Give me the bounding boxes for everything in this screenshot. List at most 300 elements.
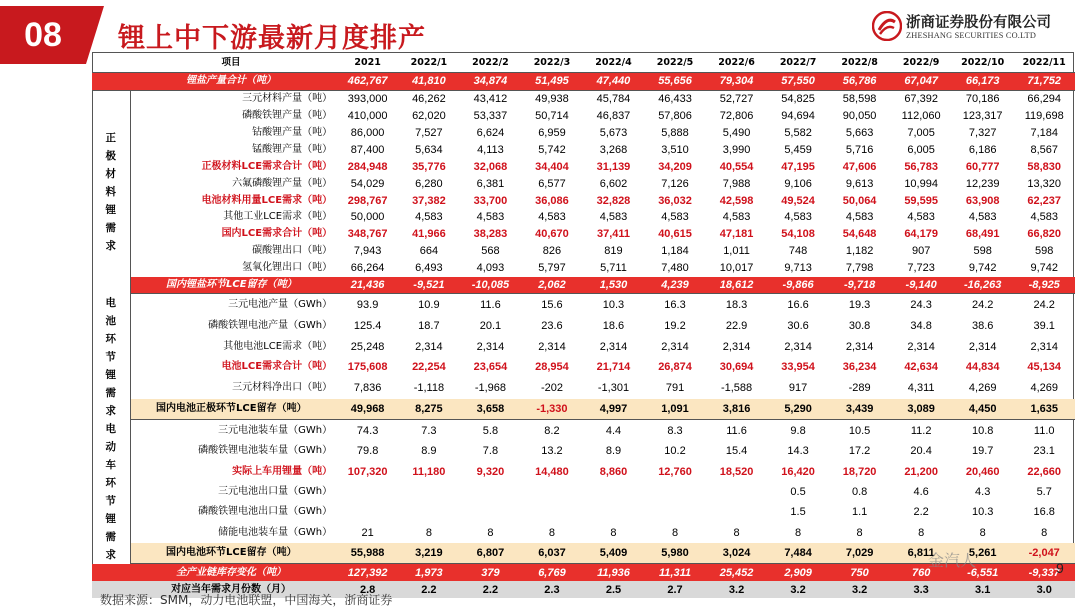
section-heading: 电池环节锂需求 xyxy=(92,294,130,420)
value-cell: 8 xyxy=(979,526,986,539)
header-cell: 2022/10 xyxy=(952,55,1014,72)
value-cell: 3,024 xyxy=(706,543,768,564)
value-cell: 52,727 xyxy=(719,93,754,106)
value-cell: 87,400 xyxy=(350,143,385,156)
table-row xyxy=(92,243,1075,260)
value-cell: 5.7 xyxy=(1036,485,1052,498)
value-cell: 18,520 xyxy=(719,465,754,478)
value-cell: 8,275 xyxy=(398,399,460,420)
value-cell: 34,404 xyxy=(535,160,569,173)
value-cell: 2.2 xyxy=(913,506,929,519)
value-cell: 7,527 xyxy=(415,127,443,139)
table-row xyxy=(92,158,1075,175)
page-title: 锂上中下游最新月度排产 xyxy=(118,23,426,54)
value-cell: 348,767 xyxy=(347,228,388,241)
row-label: 三元电池出口量（GWh） xyxy=(218,485,333,497)
value-cell: 16,420 xyxy=(781,465,815,478)
table-row xyxy=(92,175,1075,192)
value-cell: -9,337 xyxy=(1013,564,1075,581)
value-cell: 18.3 xyxy=(725,298,748,311)
value-cell: 74.3 xyxy=(356,424,379,437)
value-cell: 4,311 xyxy=(907,382,935,395)
value-cell: 11.2 xyxy=(910,424,932,437)
value-cell: -9,140 xyxy=(890,277,952,294)
value-cell: 907 xyxy=(911,245,931,258)
value-cell: 410,000 xyxy=(347,110,388,123)
value-cell: 14,480 xyxy=(535,465,569,478)
value-cell: 46,433 xyxy=(658,93,692,106)
value-cell: 47,440 xyxy=(583,72,645,90)
value-cell: 127,392 xyxy=(337,564,398,581)
value-cell: 17.2 xyxy=(848,445,871,458)
value-cell: 4,583 xyxy=(1030,211,1058,224)
value-cell: 284,948 xyxy=(347,160,388,173)
value-cell: 5,980 xyxy=(644,543,706,564)
logo-mark-icon xyxy=(872,11,902,41)
value-cell: -9,866 xyxy=(767,277,829,294)
value-cell: 7,484 xyxy=(767,543,829,564)
value-cell: 12,760 xyxy=(658,465,692,478)
value-cell: 31,139 xyxy=(596,160,631,173)
value-cell: 49,938 xyxy=(535,93,569,106)
value-cell: 57,806 xyxy=(658,110,692,123)
value-cell: 6,381 xyxy=(476,177,505,190)
company-logo xyxy=(872,10,1072,46)
value-cell: 18.6 xyxy=(602,319,625,332)
header-cell: 2021 xyxy=(337,55,398,72)
value-cell: 3.2 xyxy=(706,581,768,598)
value-cell: 568 xyxy=(481,245,500,258)
row-label: 其他工业LCE需求（吨） xyxy=(223,211,333,223)
value-cell: 8 xyxy=(487,526,494,539)
value-cell: 22,660 xyxy=(1027,465,1062,478)
value-cell: 3,816 xyxy=(706,399,768,420)
value-cell: -9,521 xyxy=(398,277,460,294)
value-cell: 42,598 xyxy=(719,194,754,207)
watermark: 金汽人 xyxy=(928,551,977,570)
value-cell: 4,583 xyxy=(599,211,628,224)
value-cell: 8,567 xyxy=(1030,143,1058,156)
value-cell: 30.8 xyxy=(848,319,871,332)
value-cell: 34.8 xyxy=(910,319,932,332)
value-cell: 5,711 xyxy=(600,262,627,275)
value-cell: -1,968 xyxy=(474,382,507,395)
value-cell xyxy=(337,482,398,502)
value-cell: 4,450 xyxy=(952,399,1014,420)
value-cell: 25,452 xyxy=(706,564,768,581)
value-cell: 21 xyxy=(361,526,374,539)
value-cell: 8.2 xyxy=(544,424,560,437)
value-cell: 41,966 xyxy=(412,228,446,241)
value-cell: 5,490 xyxy=(722,127,751,139)
section-heading: 正极材料锂需求 xyxy=(92,90,130,294)
value-cell: 393,000 xyxy=(347,93,388,106)
value-cell: 9,613 xyxy=(845,177,874,190)
value-cell: -1,588 xyxy=(720,382,753,395)
value-cell: 1,973 xyxy=(398,564,460,581)
value-cell: 4,997 xyxy=(583,399,645,420)
value-cell: 598 xyxy=(1035,245,1054,258)
value-cell: 1,182 xyxy=(845,245,874,258)
value-cell: 10.2 xyxy=(664,445,686,458)
value-cell xyxy=(521,502,583,522)
value-cell: 3,510 xyxy=(661,143,689,156)
row-label: 国内LCE需求合计（吨） xyxy=(221,228,333,240)
value-cell: 62,237 xyxy=(1027,194,1062,207)
header-blank-cell xyxy=(92,55,130,72)
section-number: 08 xyxy=(24,15,62,54)
value-cell: 47,606 xyxy=(842,160,877,173)
value-cell: 66,173 xyxy=(952,72,1014,90)
value-cell: 7,029 xyxy=(829,543,891,564)
logo-company-name: 浙商证券股份有限公司 xyxy=(906,15,1051,31)
value-cell: 26,874 xyxy=(658,361,692,374)
value-cell: 8.9 xyxy=(605,445,622,458)
value-cell: 6,493 xyxy=(415,262,443,275)
value-cell: 50,064 xyxy=(842,194,877,207)
value-cell: 4,269 xyxy=(968,382,997,395)
value-cell: 40,615 xyxy=(658,228,692,241)
page-number: 9 xyxy=(1056,560,1064,576)
row-label: 对应当年需求月份数（月） xyxy=(130,581,337,598)
value-cell: 72,806 xyxy=(719,110,754,123)
value-cell: 791 xyxy=(665,382,685,395)
value-cell: 20.4 xyxy=(910,445,932,458)
row-label: 磷酸铁锂电池装车量（GWh） xyxy=(198,445,333,457)
row-label: 六氟磷酸锂产量（吨） xyxy=(232,177,333,189)
value-cell: 5,888 xyxy=(661,127,689,139)
value-cell: 5,742 xyxy=(538,143,566,156)
data-source-note: 数据来源：SMM，动力电池联盟，中国海关，浙商证券 xyxy=(100,593,393,607)
table-row xyxy=(92,357,1075,378)
value-cell: 5,261 xyxy=(952,543,1014,564)
value-cell: 3,658 xyxy=(460,399,522,420)
value-cell: 28,954 xyxy=(535,361,569,374)
header-cell: 2022/6 xyxy=(706,55,768,72)
value-cell: 2,062 xyxy=(521,277,583,294)
value-cell: 6,624 xyxy=(476,127,505,139)
value-cell: 18.7 xyxy=(418,319,440,332)
value-cell: 3.2 xyxy=(767,581,829,598)
row-label: 三元电池产量（GWh） xyxy=(228,298,333,310)
value-cell: 58,598 xyxy=(842,93,877,106)
value-cell: 2,314 xyxy=(538,340,566,353)
value-cell: 8 xyxy=(1041,526,1048,539)
value-cell: 8.3 xyxy=(667,424,683,437)
value-cell: 6,769 xyxy=(521,564,583,581)
table-row xyxy=(92,336,1075,357)
value-cell: 19.2 xyxy=(664,319,686,332)
value-cell: 66,264 xyxy=(350,262,385,275)
row-label: 国内电池正极环节LCE留存（吨） xyxy=(130,399,337,420)
value-cell: 47,181 xyxy=(719,228,754,241)
row-label: 国内电池环节LCE留存（吨） xyxy=(130,543,337,564)
row-label: 三元材料净出口（吨） xyxy=(232,382,333,394)
value-cell: 7,798 xyxy=(845,262,874,275)
value-cell: 33,700 xyxy=(473,194,508,207)
value-cell: 1,184 xyxy=(661,245,689,258)
value-cell: 55,656 xyxy=(644,72,706,90)
value-cell: 66,294 xyxy=(1027,93,1062,106)
value-cell: 86,000 xyxy=(350,127,385,139)
value-cell: 4.3 xyxy=(975,485,991,498)
value-cell: 24.2 xyxy=(1033,298,1055,311)
value-cell: 59,595 xyxy=(904,194,938,207)
value-cell: 50,714 xyxy=(535,110,569,123)
header-cell: 2022/4 xyxy=(583,55,645,72)
value-cell: 7,988 xyxy=(722,177,751,190)
section-number-badge xyxy=(0,6,86,64)
value-cell: 4.6 xyxy=(913,485,929,498)
value-cell: 4,583 xyxy=(845,211,874,224)
value-cell: 39.1 xyxy=(1033,319,1055,332)
value-cell: 8 xyxy=(425,526,432,539)
value-cell: 2,314 xyxy=(661,340,689,353)
value-cell xyxy=(583,502,645,522)
value-cell: 23.1 xyxy=(1033,445,1055,458)
lithium-production-table xyxy=(92,55,1075,598)
value-cell: 5,290 xyxy=(767,399,829,420)
table-row xyxy=(92,141,1075,158)
value-cell xyxy=(460,502,522,522)
value-cell: 2,909 xyxy=(767,564,829,581)
value-cell: 23.6 xyxy=(541,319,563,332)
value-cell: 53,337 xyxy=(473,110,508,123)
value-cell xyxy=(644,482,706,502)
value-cell: 36,086 xyxy=(535,194,569,207)
value-cell: 8 xyxy=(795,526,802,539)
value-cell: 5,459 xyxy=(784,143,812,156)
value-cell: 5,663 xyxy=(845,127,874,139)
value-cell: 6,602 xyxy=(599,177,628,190)
value-cell: 2,314 xyxy=(599,340,628,353)
value-cell: 2.8 xyxy=(337,581,398,598)
value-cell xyxy=(644,502,706,522)
value-cell: 5,716 xyxy=(845,143,874,156)
value-cell: 8 xyxy=(918,526,925,539)
value-cell: 70,186 xyxy=(965,93,1000,106)
value-cell: 24.3 xyxy=(910,298,932,311)
value-cell: 67,392 xyxy=(904,93,938,106)
value-cell: 4,583 xyxy=(784,211,812,224)
value-cell: 22,254 xyxy=(412,361,446,374)
value-cell: 4,583 xyxy=(661,211,689,224)
value-cell: 14.3 xyxy=(787,445,809,458)
row-label: 钴酸锂产量（吨） xyxy=(252,127,333,138)
value-cell: 46,262 xyxy=(412,93,446,106)
table-row xyxy=(92,90,1075,107)
value-cell: 2.2 xyxy=(398,581,460,598)
value-cell: 598 xyxy=(973,245,992,258)
header-cell: 2022/8 xyxy=(829,55,891,72)
value-cell: 175,608 xyxy=(347,361,388,374)
value-cell: 23,654 xyxy=(473,361,508,374)
value-cell: 9,742 xyxy=(1030,262,1058,275)
value-cell: 7,184 xyxy=(1030,127,1058,139)
value-cell: 11.6 xyxy=(726,424,747,437)
value-cell: 6,811 xyxy=(890,543,952,564)
value-cell: 4,113 xyxy=(477,143,504,156)
value-cell: 66,820 xyxy=(1027,228,1062,241)
value-cell: 6,186 xyxy=(968,143,997,156)
row-label: 电池LCE需求合计（吨） xyxy=(221,361,333,373)
value-cell: 2,314 xyxy=(1030,340,1058,353)
value-cell: 90,050 xyxy=(842,110,877,123)
value-cell: 4,239 xyxy=(644,277,706,294)
header-cell: 2022/5 xyxy=(644,55,706,72)
value-cell: 8 xyxy=(733,526,740,539)
header-cell: 2022/2 xyxy=(460,55,522,72)
value-cell: 41,810 xyxy=(398,72,460,90)
value-cell: 79,304 xyxy=(706,72,768,90)
value-cell: 2,314 xyxy=(907,340,935,353)
value-cell: 54,108 xyxy=(781,228,815,241)
value-cell: -8,925 xyxy=(1013,277,1075,294)
value-cell: 9.8 xyxy=(790,424,806,437)
value-cell xyxy=(583,482,645,502)
value-cell: 15.6 xyxy=(541,298,563,311)
value-cell: 664 xyxy=(419,245,439,258)
value-cell xyxy=(398,502,460,522)
value-cell: 6,037 xyxy=(521,543,583,564)
value-cell: 6,807 xyxy=(460,543,522,564)
value-cell: 10.5 xyxy=(848,424,871,437)
value-cell: 45,134 xyxy=(1027,361,1062,374)
value-cell: 7.3 xyxy=(421,424,437,437)
value-cell: 56,786 xyxy=(829,72,891,90)
value-cell: 379 xyxy=(460,564,522,581)
value-cell: 20,460 xyxy=(965,465,1000,478)
row-label: 三元材料产量（吨） xyxy=(242,93,333,105)
value-cell: 21,714 xyxy=(596,361,631,374)
value-cell: 112,060 xyxy=(901,110,941,123)
value-cell: 50,000 xyxy=(350,211,385,224)
value-cell: 11,936 xyxy=(583,564,645,581)
table-row xyxy=(92,378,1075,399)
value-cell: 35,776 xyxy=(412,160,446,173)
table-row xyxy=(92,502,1075,522)
value-cell: 6,577 xyxy=(538,177,566,190)
value-cell: 2.3 xyxy=(521,581,583,598)
value-cell: 5.8 xyxy=(482,424,499,437)
value-cell: 119,698 xyxy=(1024,110,1064,123)
value-cell xyxy=(521,482,583,502)
value-cell: 5,409 xyxy=(583,543,645,564)
value-cell: 11,311 xyxy=(644,564,706,581)
value-cell: 7,723 xyxy=(907,262,935,275)
row-blank-cell xyxy=(92,564,130,581)
value-cell: 748 xyxy=(788,245,808,258)
table-row xyxy=(92,226,1075,243)
value-cell: 45,784 xyxy=(596,93,631,106)
table-row xyxy=(92,482,1075,502)
value-cell: 60,777 xyxy=(965,160,1000,173)
value-cell: 8,860 xyxy=(599,465,628,478)
value-cell: 917 xyxy=(788,382,808,395)
value-cell: 10.9 xyxy=(418,298,440,311)
value-cell: 54,648 xyxy=(842,228,877,241)
value-cell: 7.8 xyxy=(482,445,499,458)
value-cell: 1.5 xyxy=(790,506,806,519)
table-row xyxy=(92,260,1075,277)
value-cell: 40,670 xyxy=(535,228,569,241)
value-cell: -1,118 xyxy=(413,382,445,395)
value-cell: 30,694 xyxy=(719,361,754,374)
row-label: 储能电池装车量（GWh） xyxy=(218,526,333,538)
value-cell: 3,268 xyxy=(599,143,628,156)
value-cell: 3,219 xyxy=(398,543,460,564)
value-cell: 2,314 xyxy=(476,340,505,353)
value-cell: 9,320 xyxy=(476,465,505,478)
value-cell: 6,959 xyxy=(538,127,566,139)
value-cell: 2.5 xyxy=(583,581,645,598)
row-label: 全产业链库存变化（吨） xyxy=(130,564,337,581)
value-cell: 9,713 xyxy=(784,262,812,275)
value-cell: 6,280 xyxy=(415,177,443,190)
value-cell: 3.1 xyxy=(952,581,1014,598)
table-row xyxy=(92,294,1075,315)
value-cell: 40,554 xyxy=(719,160,754,173)
value-cell: 2,314 xyxy=(784,340,812,353)
value-cell: 67,047 xyxy=(890,72,952,90)
value-cell: 4,583 xyxy=(907,211,935,224)
value-cell: 38.6 xyxy=(971,319,994,332)
value-cell: 37,382 xyxy=(412,194,446,207)
value-cell: 1.1 xyxy=(851,506,868,519)
row-label: 正极材料LCE需求合计（吨） xyxy=(201,160,333,172)
value-cell: 10.3 xyxy=(971,506,994,519)
value-cell: 18,612 xyxy=(706,277,768,294)
value-cell: 37,411 xyxy=(596,228,630,241)
value-cell: 19.7 xyxy=(971,445,994,458)
value-cell: 5,582 xyxy=(784,127,812,139)
value-cell: -289 xyxy=(848,382,871,395)
value-cell: 2.2 xyxy=(460,581,522,598)
table-row xyxy=(92,523,1075,543)
value-cell: 2.7 xyxy=(644,581,706,598)
value-cell: 38,283 xyxy=(473,228,508,241)
header-cell: 2022/3 xyxy=(521,55,583,72)
table-row xyxy=(92,209,1075,226)
value-cell: 0.5 xyxy=(790,485,806,498)
value-cell: -6,551 xyxy=(952,564,1014,581)
value-cell: 2,314 xyxy=(415,340,443,353)
table-row xyxy=(92,192,1075,209)
value-cell: 9,106 xyxy=(784,177,812,190)
value-cell: 58,830 xyxy=(1027,160,1062,173)
value-cell: 16.3 xyxy=(664,298,686,311)
value-cell: 4,583 xyxy=(722,211,751,224)
value-cell: 2,314 xyxy=(845,340,874,353)
value-cell: 1,011 xyxy=(723,245,750,258)
value-cell: 34,209 xyxy=(658,160,692,173)
value-cell: 2,314 xyxy=(968,340,997,353)
value-cell: 57,550 xyxy=(767,72,829,90)
value-cell: 33,954 xyxy=(781,361,815,374)
header-cell: 2022/11 xyxy=(1013,55,1075,72)
row-label: 磷酸铁锂电池出口量（GWh） xyxy=(198,506,333,518)
value-cell: 24.2 xyxy=(971,298,994,311)
value-cell: 2,314 xyxy=(722,340,751,353)
row-label: 锂盐产量合计（吨） xyxy=(130,72,337,90)
value-cell: 8 xyxy=(856,526,863,539)
value-cell: 51,495 xyxy=(521,72,583,90)
value-cell: 68,491 xyxy=(965,228,1000,241)
logo-company-name-en: ZHESHANG SECURITIES CO.LTD xyxy=(906,31,1037,40)
value-cell: 46,837 xyxy=(596,110,631,123)
value-cell: 93.9 xyxy=(356,298,379,311)
value-cell xyxy=(337,502,398,522)
